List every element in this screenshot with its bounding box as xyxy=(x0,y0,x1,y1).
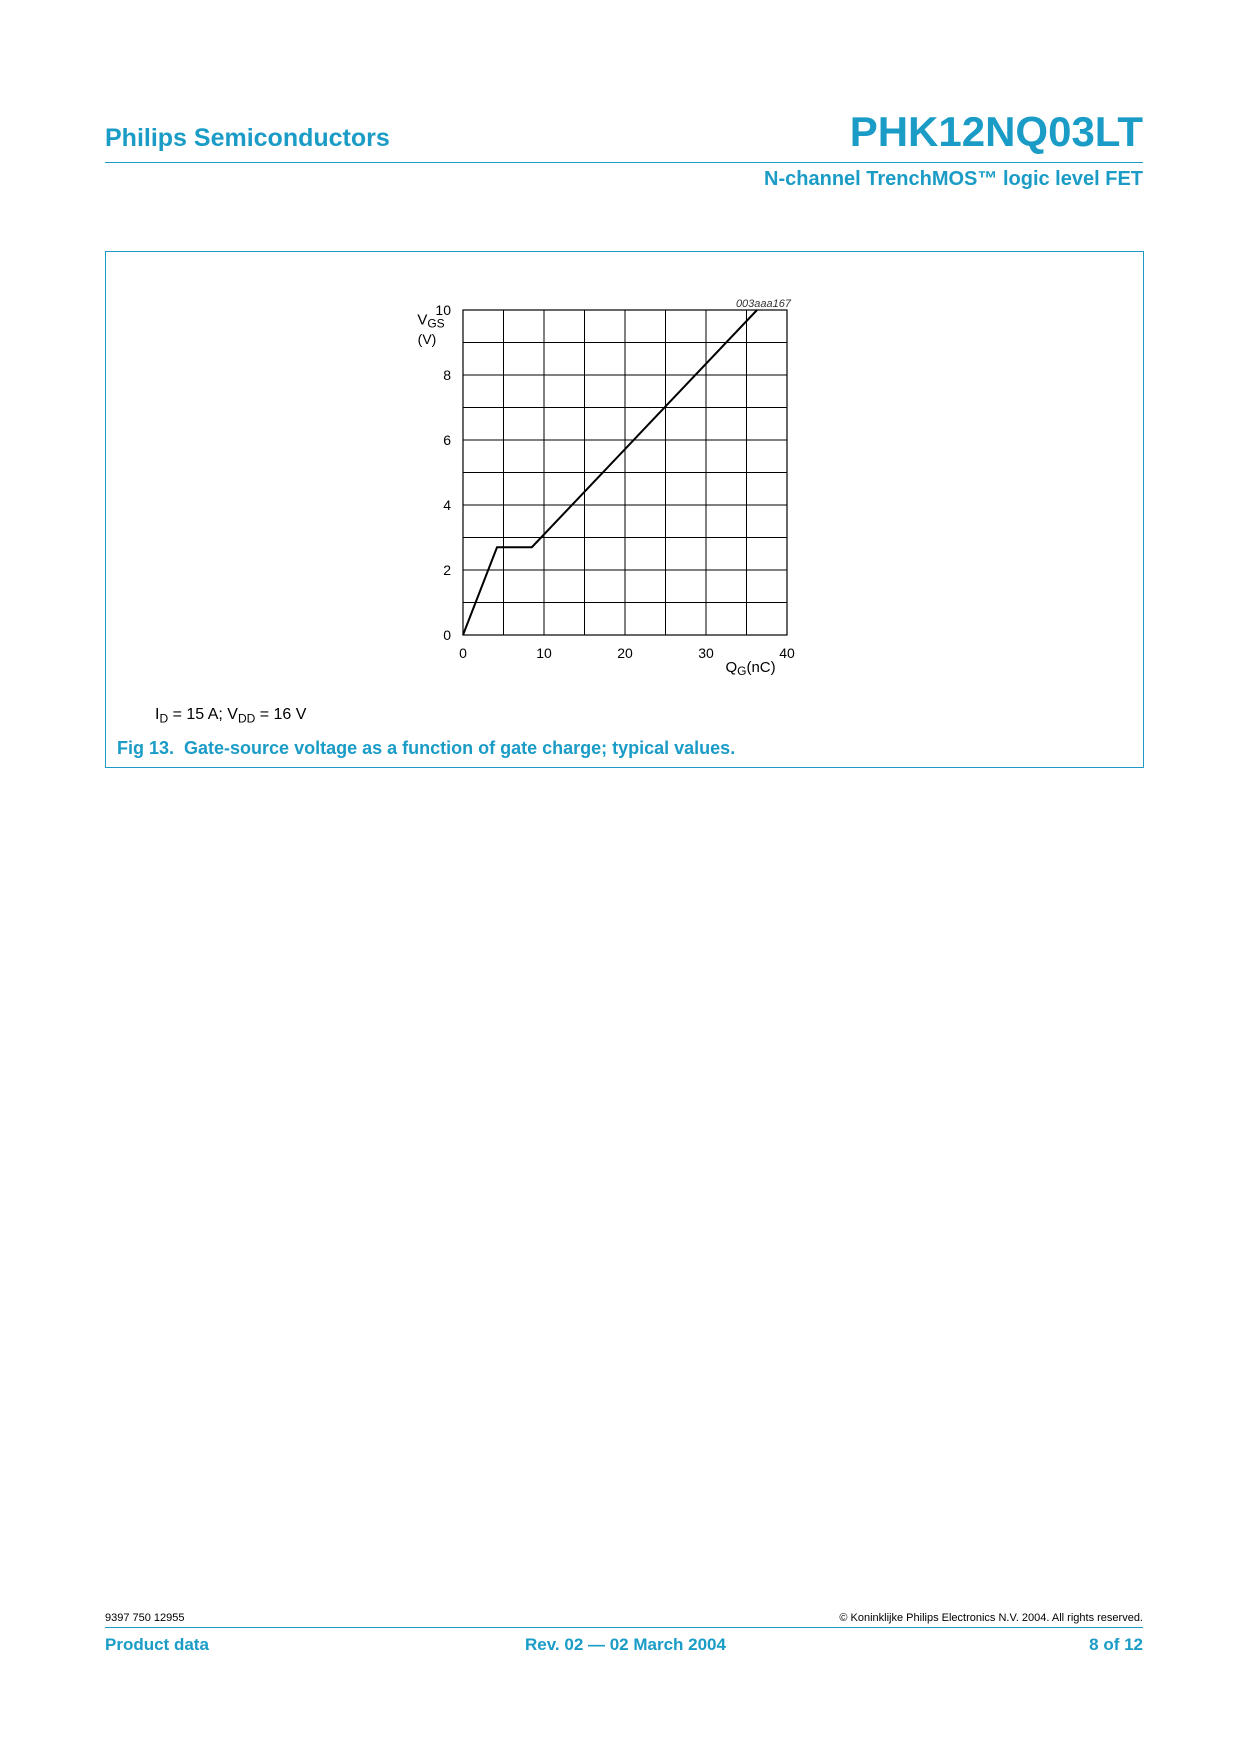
y-tick-label: 8 xyxy=(443,367,451,383)
document-number: 9397 750 12955 xyxy=(105,1612,185,1624)
figure-id-code: 003aaa167 xyxy=(735,298,791,310)
x-tick-label: 20 xyxy=(617,645,633,661)
x-tick-labels xyxy=(459,645,795,661)
page-number: 8 of 12 xyxy=(1089,1635,1143,1654)
y-axis-unit: (V) xyxy=(417,331,437,348)
y-tick-label: 4 xyxy=(443,497,451,513)
y-tick-labels xyxy=(435,302,451,643)
figure-caption-text: Gate-source voltage as a function of gate charge; typical values. xyxy=(184,738,736,758)
chart-grid xyxy=(463,310,787,635)
part-number: PHK12NQ03LT xyxy=(849,108,1143,155)
copyright-notice: © Koninklijke Philips Electronics N.V. 2004. All rights reserved. xyxy=(839,1612,1143,1624)
revision-date: Rev. 02 — 02 March 2004 xyxy=(525,1635,726,1654)
product-data-label: Product data xyxy=(105,1635,209,1654)
test-conditions: $I_D = 15$ A; $V_{DD} = 16$ V xyxy=(155,706,307,726)
y-axis-label: $V_{GS}$ xyxy=(417,311,445,331)
figure-caption xyxy=(117,738,735,759)
footer-rule xyxy=(105,1627,1143,1628)
x-axis-label: $Q_G(nC)$ xyxy=(725,659,776,678)
y-tick-label: 2 xyxy=(443,562,451,578)
y-tick-label: 10 xyxy=(435,302,451,318)
header-rule xyxy=(105,162,1143,163)
y-tick-label: 0 xyxy=(443,627,451,643)
y-tick-label: 6 xyxy=(443,432,451,448)
x-tick-label: 40 xyxy=(779,645,795,661)
document-subtitle: N-channel TrenchMOS™ logic level FET xyxy=(764,168,1143,190)
x-tick-label: 30 xyxy=(698,645,714,661)
company-name: Philips Semiconductors xyxy=(105,124,390,152)
x-tick-label: 10 xyxy=(536,645,552,661)
x-tick-label: 0 xyxy=(459,645,467,661)
figure-number: Fig 13. xyxy=(117,738,175,758)
gate-charge-chart xyxy=(395,296,815,686)
